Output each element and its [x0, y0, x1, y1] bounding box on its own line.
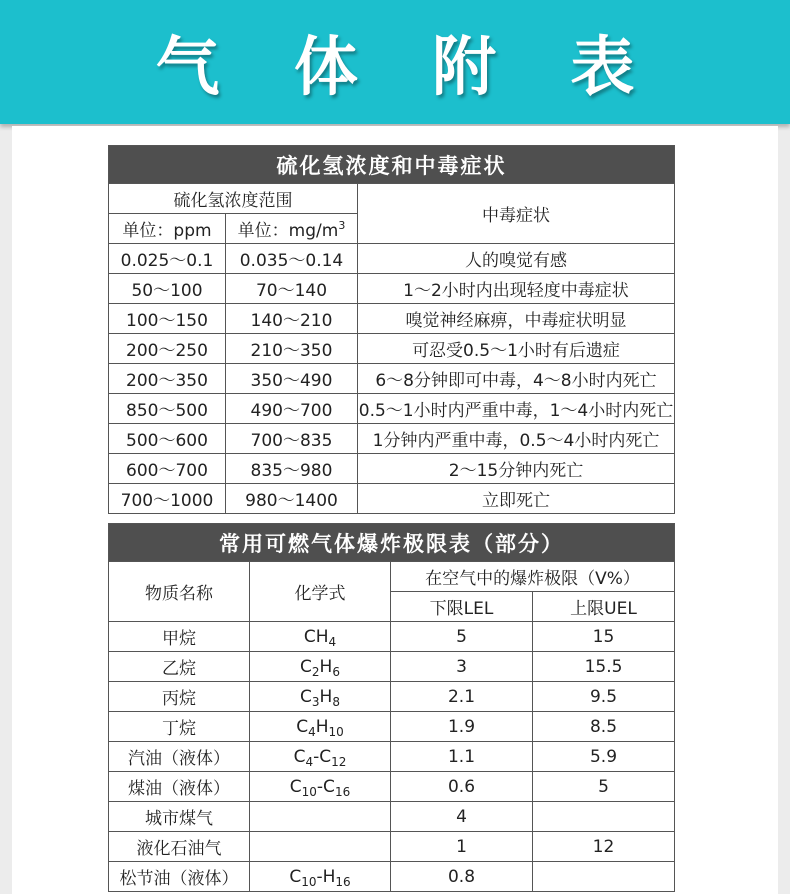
col-chemical-formula: 化学式: [250, 562, 391, 622]
explosion-limit-table: [108, 523, 675, 892]
mg-cell: 350～490: [226, 364, 358, 394]
lel-cell: 0.6: [391, 772, 533, 802]
uel-cell: 15.5: [533, 652, 675, 682]
h2s-table-title: 硫化氢浓度和中毒症状: [109, 146, 675, 184]
lel-cell: 5: [391, 622, 533, 652]
formula-cell: $C_4-C_{12}$: [250, 742, 391, 772]
table-row: [109, 244, 675, 274]
col-lel: 下限LEL: [391, 592, 533, 622]
table-row: [109, 394, 675, 424]
col-uel: 上限UEL: [533, 592, 675, 622]
symptom-cell: 1分钟内严重中毒，0.5～4小时内死亡: [358, 424, 675, 454]
lel-cell: 4: [391, 802, 533, 832]
uel-cell: [533, 862, 675, 892]
col-explosion-limit: 在空气中的爆炸极限（V%）: [391, 562, 675, 592]
substance-name-cell: 丁烷: [109, 712, 250, 742]
mg-cell: 700～835: [226, 424, 358, 454]
table-row: [109, 712, 675, 742]
table-row: [109, 304, 675, 334]
symptom-cell: 人的嗅觉有感: [358, 244, 675, 274]
table-row: [109, 742, 675, 772]
lel-cell: 2.1: [391, 682, 533, 712]
uel-cell: 9.5: [533, 682, 675, 712]
lel-cell: 1.1: [391, 742, 533, 772]
lel-cell: 3: [391, 652, 533, 682]
page-title: 气 体 附 表: [155, 31, 661, 105]
table-row: [109, 802, 675, 832]
formula-cell: $CH_4$: [250, 622, 391, 652]
range-header: 硫化氢浓度范围: [109, 184, 358, 214]
mg-cell: 835～980: [226, 454, 358, 484]
table-row: [109, 862, 675, 892]
substance-name-cell: 液化石油气: [109, 832, 250, 862]
lel-cell: 0.8: [391, 862, 533, 892]
table-row: [109, 484, 675, 514]
mg-cell: 70～140: [226, 274, 358, 304]
uel-cell: 5.9: [533, 742, 675, 772]
ppm-cell: 600～700: [109, 454, 226, 484]
table-row: [109, 454, 675, 484]
uel-cell: 12: [533, 832, 675, 862]
formula-cell: [250, 832, 391, 862]
ppm-cell: 700～1000: [109, 484, 226, 514]
symptom-cell: 2～15分钟内死亡: [358, 454, 675, 484]
ppm-cell: 850～500: [109, 394, 226, 424]
gas-table-title: 常用可燃气体爆炸极限表（部分）: [109, 524, 675, 562]
substance-name-cell: 煤油（液体）: [109, 772, 250, 802]
substance-name-cell: 城市煤气: [109, 802, 250, 832]
symptom-cell: 可忍受0.5～1小时有后遗症: [358, 334, 675, 364]
lel-cell: 1: [391, 832, 533, 862]
table-row: [109, 682, 675, 712]
header-banner: [0, 0, 790, 124]
substance-name-cell: 乙烷: [109, 652, 250, 682]
h2s-concentration-table: [108, 145, 675, 514]
uel-cell: 15: [533, 622, 675, 652]
ppm-cell: 200～350: [109, 364, 226, 394]
mg-cell: 210～350: [226, 334, 358, 364]
formula-cell: $C_3H_8$: [250, 682, 391, 712]
h2s-table-body: [109, 244, 675, 514]
mg-cell: 490～700: [226, 394, 358, 424]
symptom-cell: 0.5～1小时内严重中毒，1～4小时内死亡: [358, 394, 675, 424]
formula-cell: [250, 802, 391, 832]
unit-ppm-header: 单位：ppm: [109, 214, 226, 244]
symptom-cell: 嗅觉神经麻痹，中毒症状明显: [358, 304, 675, 334]
ppm-cell: 500～600: [109, 424, 226, 454]
formula-cell: $C_{10}-H_{16}$: [250, 862, 391, 892]
symptom-header: 中毒症状: [358, 184, 675, 244]
formula-cell: $C_{10}-C_{16}$: [250, 772, 391, 802]
col-substance-name: 物质名称: [109, 562, 250, 622]
uel-cell: [533, 802, 675, 832]
mg-cell: 140～210: [226, 304, 358, 334]
table-row: [109, 424, 675, 454]
table-row: [109, 622, 675, 652]
gas-table-body: [109, 622, 675, 892]
ppm-cell: 200～250: [109, 334, 226, 364]
symptom-cell: 立即死亡: [358, 484, 675, 514]
symptom-cell: 6～8分钟即可中毒，4～8小时内死亡: [358, 364, 675, 394]
formula-cell: $C_2H_6$: [250, 652, 391, 682]
table-row: [109, 832, 675, 862]
formula-cell: $C_4H_{10}$: [250, 712, 391, 742]
mg-cell: 0.035～0.14: [226, 244, 358, 274]
table-row: [109, 364, 675, 394]
substance-name-cell: 松节油（液体）: [109, 862, 250, 892]
uel-cell: 5: [533, 772, 675, 802]
uel-cell: 8.5: [533, 712, 675, 742]
table-row: [109, 772, 675, 802]
ppm-cell: 50～100: [109, 274, 226, 304]
substance-name-cell: 甲烷: [109, 622, 250, 652]
ppm-cell: 0.025～0.1: [109, 244, 226, 274]
mg-cell: 980～1400: [226, 484, 358, 514]
table-row: [109, 334, 675, 364]
substance-name-cell: 汽油（液体）: [109, 742, 250, 772]
table-row: [109, 652, 675, 682]
unit-mg-header: 单位：$mg/m^3$: [226, 214, 358, 244]
ppm-cell: 100～150: [109, 304, 226, 334]
lel-cell: 1.9: [391, 712, 533, 742]
substance-name-cell: 丙烷: [109, 682, 250, 712]
symptom-cell: 1～2小时内出现轻度中毒症状: [358, 274, 675, 304]
table-row: [109, 274, 675, 304]
